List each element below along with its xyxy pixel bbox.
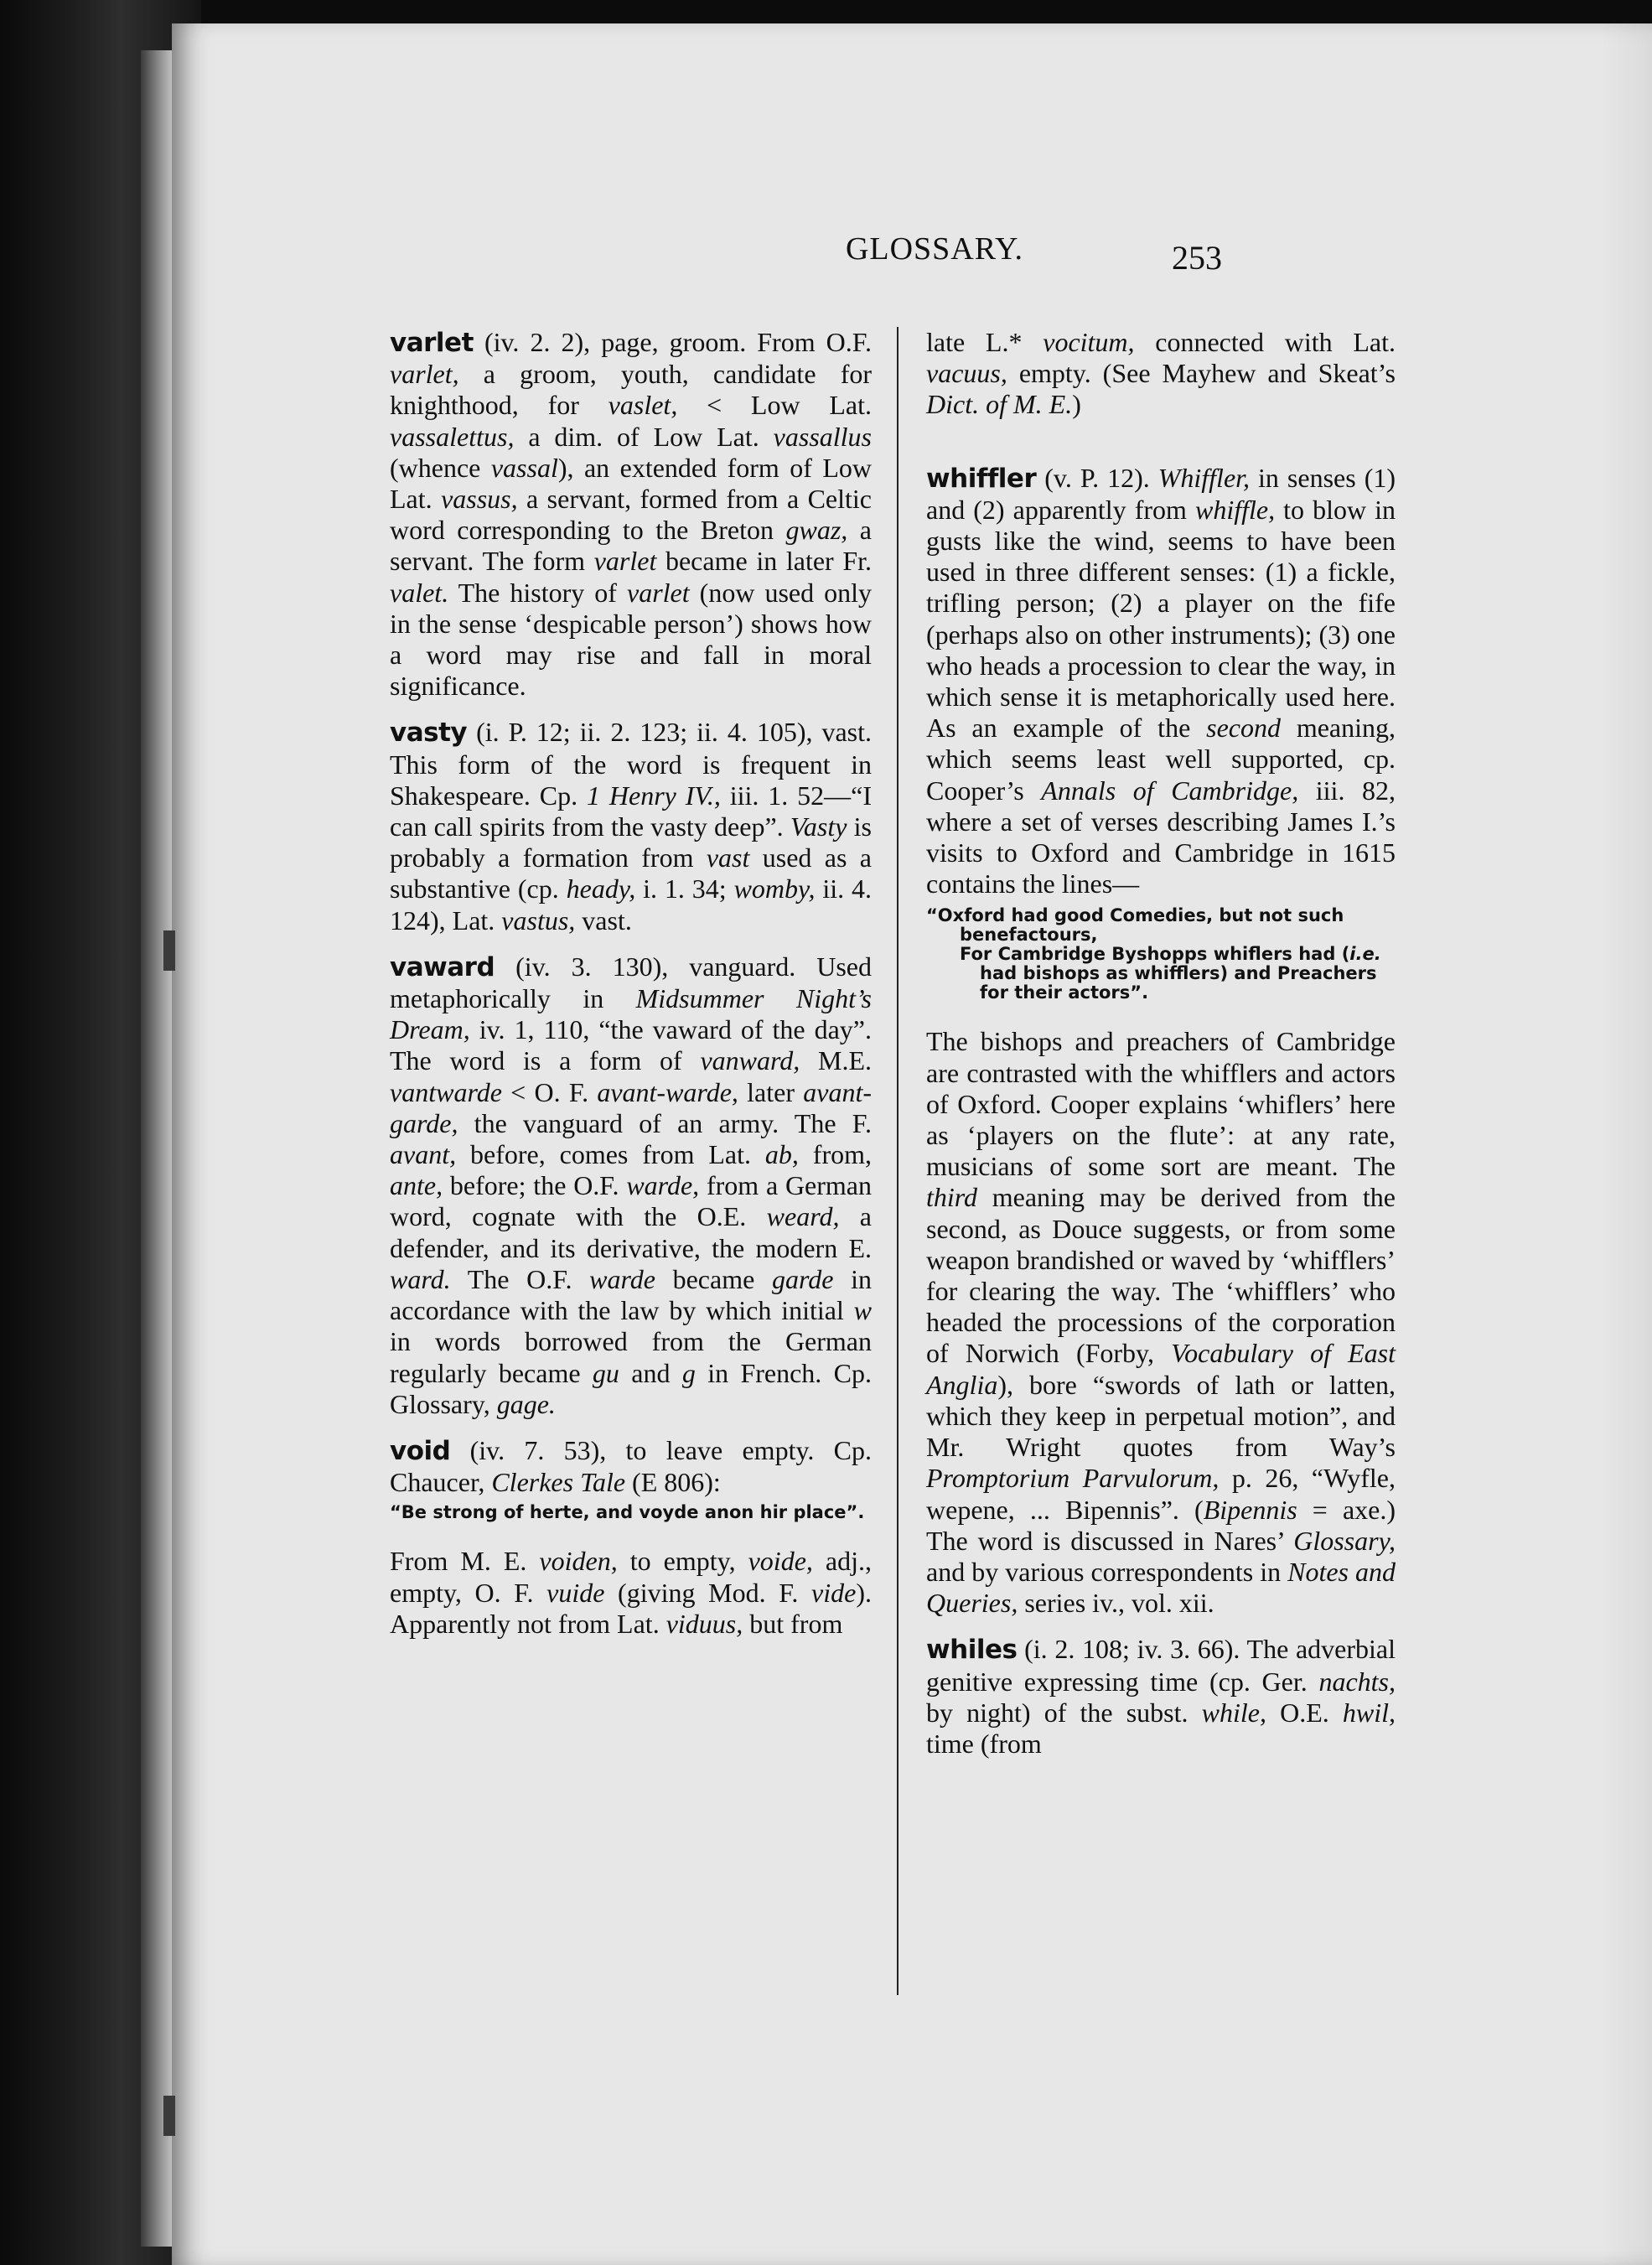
entry-varlet: varlet (iv. 2. 2), page, groom. From O.F. varlet, a groom, youth, candidate for knighthood, for vaslet, < Low Lat. vassalettus, a dim. of Low Lat. vassallus (whence vassal), an extended form of Low Lat. vassus, a servant, formed from a Celtic word corresponding to the Breton gwaz, a servant. The form varlet became in later Fr. valet. The history of varlet (now used only in the sense ‘despicable person’) shows how a word may rise and fall in moral significance.	[390, 327, 873, 702]
headword: varlet	[390, 328, 474, 358]
entry-void-continued: From M. E. voiden, to empty, voide, adj., empty, O. F. vuide (giving Mod. F. vide). Apparently not from Lat. viduus, but from	[390, 1546, 873, 1639]
headword: vaward	[390, 951, 495, 982]
column-rule	[897, 327, 899, 1995]
left-column	[390, 327, 872, 1655]
headword: void	[390, 1435, 451, 1466]
quotation: “Oxford had good Comedies, but not such benefactours, For Cambridge Byshopps whiflers had (i.e. had bishops as whifflers) and Preachers for their actors”.	[926, 905, 1381, 1003]
page-fold-shadow	[141, 50, 174, 2247]
entry-whiffler: whiffler (v. P. 12). Whiffler, in senses (1) and (2) apparently from whiffle, to blow in gusts like the wind, seems to have been used in three different senses: (1) a fickle, trifling person; (2) a player on the fife (perhaps also on other instruments); (3) one who heads a procession to clear the way, in which sense it is metaphorically used here. As an example of the second meaning, which seems least well supported, cp. Cooper’s Annals of Cambridge, iii. 82, where a set of verses describing James I.’s visits to Oxford and Cambridge in 1615 contains the lines—	[926, 462, 1396, 899]
page-number: 253	[1172, 239, 1222, 277]
headword: vasty	[390, 718, 468, 749]
page-edge-shade	[1602, 23, 1652, 2265]
entry-whiffler-continued: The bishops and preachers of Cambridge are contrasted with the whifflers and actors of Oxford. Cooper explains ‘whiflers’ here as ‘players on the flute’: at any rate, musicians of some sort are meant. The third meaning may be derived from the second, as Douce suggests, or from some weapon brandished or waved by ‘whifflers’ for clearing the way. The ‘whifflers’ who headed the processions of the corporation of Norwich (Forby, Vocabulary of East Anglia), bore “swords of lath or latten, which they keep in perpetual motion”, and Mr. Wright quotes from Way’s Promptorium Parvulorum, p. 26, “Wyfle, wepene, ... Bipennis”. (Bipennis = axe.) The word is discussed in Nares’ Glossary, and by various correspondents in Notes and Queries, series iv., vol. xii.	[926, 1026, 1396, 1619]
entry-vaward: vaward (iv. 3. 130), vanguard. Used metaphorically in Midsummer Night’s Dream, iv. 1, 110, “the vaward of the day”. The word is a form of vanward, M.E. vantwarde < O. F. avant-warde, later avant-garde, the vanguard of an army. The F. avant, before, comes from Lat. ab, from, ante, before; the O.F. warde, from a German word, cognate with the O.E. weard, a defender, and its derivative, the modern E. ward. The O.F. warde became garde in accordance with the law by which initial w in words borrowed from the German regularly became gu and g in French. Cp. Glossary, gage.	[390, 951, 873, 1419]
entry-void: void (iv. 7. 53), to leave empty. Cp. Chaucer, Clerkes Tale (E 806):	[390, 1434, 872, 1498]
entry-void-end: late L.* vocitum, connected with Lat. vacuus, empty. (See Mayhew and Skeat’s Dict. of M. E.)	[926, 327, 1396, 420]
headword: whiffler	[926, 463, 1037, 494]
binding-mark	[163, 2096, 175, 2136]
quotation: “Be strong of herte, and voyde anon hir place”.	[390, 1502, 865, 1523]
headword: whiles	[926, 1635, 1018, 1666]
entry-vasty: vasty (i. P. 12; ii. 2. 123; ii. 4. 105), vast. This form of the word is frequent in Shakespeare. Cp. 1 Henry IV., iii. 1. 52—“I can call spirits from the vasty deep”. Vasty is probably a formation from vast used as a substantive (cp. heady, i. 1. 34; womby, ii. 4. 124), Lat. vastus, vast.	[390, 717, 873, 936]
right-column	[926, 327, 1396, 1775]
binding-mark	[163, 930, 175, 971]
entry-whiles: whiles (i. 2. 108; iv. 3. 66). The adverbial genitive expressing time (cp. Ger. nachts, by night) of the subst. while, O.E. hwil, time (from	[926, 1634, 1396, 1759]
running-head: GLOSSARY.	[845, 231, 1024, 267]
